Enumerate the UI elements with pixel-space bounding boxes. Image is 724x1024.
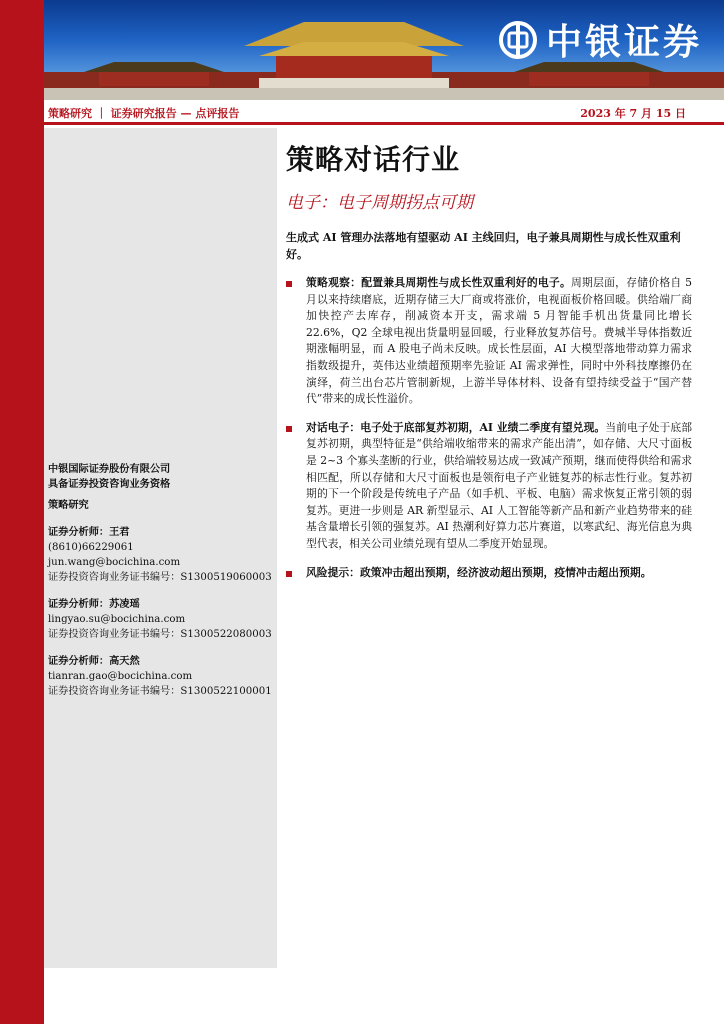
analyst-block xyxy=(48,525,273,585)
analyst-name: 证券分析师：王君 xyxy=(48,526,130,538)
bullet-title: 风险提示：政策冲击超出预期，经济波动超出预期，疫情冲击超出预期。 xyxy=(306,565,652,579)
analyst-cert: 证券投资咨询业务证书编号：S1300522080003 xyxy=(48,629,272,640)
analyst-block xyxy=(48,597,273,642)
analyst-email[interactable]: lingyao.su@bocichina.com xyxy=(48,614,186,625)
report-date: 2023 年 7 月 15 日 xyxy=(580,107,686,120)
left-red-stripe xyxy=(0,0,44,1024)
main-content xyxy=(286,138,692,581)
analyst-cert: 证券投资咨询业务证书编号：S1300522100001 xyxy=(48,686,272,697)
brand-name: 中银证券 xyxy=(545,22,702,63)
bullet-title: 对话电子：电子处于底部复苏初期，AI 业绩二季度有望兑现。 xyxy=(306,420,606,434)
analyst-email[interactable]: tianran.gao@bocichina.com xyxy=(48,671,193,682)
bullet-risk xyxy=(286,565,692,582)
bullet-text: 当前电子处于底部复苏初期，典型特征是“供给端收缩带来的需求产能出清”，如存储、大尺寸面板是 2~3 个寡头垄断的行业，供给端较易达成一致减产预期，继而使得供给和需求相匹配，所以存储和大尺寸面板也是领衔电子产业链复苏的标志性行业。复苏初期的下一个阶段是传统电子产品（如手机、平板、电脑）需求恢复正常引领的弱复苏。更进一步则是 AR 新型显示、AI 人工智能等新产品和新产业趋势带来的硅基含量增长引领的强复苏。AI 热潮利好算力芯片赛道，以寒武纪、海光信息为典型代表，相关公司业绩兑现有望从二季度开始显现。 xyxy=(306,420,693,550)
bullet-square-icon xyxy=(286,281,292,287)
company-name: 中银国际证券股份有限公司 xyxy=(48,463,171,475)
analyst-block xyxy=(48,654,273,699)
brand-logo xyxy=(498,14,702,65)
bullet-title: 策略观察：配置兼具周期性与成长性双重利好的电子。 xyxy=(306,276,572,289)
lead-summary: 生成式 AI 管理办法落地有望驱动 AI 主线回归，电子兼具周期性与成长性双重利好。 xyxy=(286,231,681,261)
analyst-cert: 证券投资咨询业务证书编号：S1300519060003 xyxy=(48,572,272,583)
page-title: 策略对话行业 xyxy=(286,143,461,176)
bullet-dialogue xyxy=(286,420,692,553)
qualification: 具备证券投资咨询业务资格 xyxy=(48,478,171,490)
boc-logo-icon xyxy=(498,20,538,60)
bullet-square-icon xyxy=(286,571,292,577)
department: 策略研究 xyxy=(48,499,89,511)
report-type: 策略研究 ｜ 证券研究报告 — 点评报告 xyxy=(48,107,240,120)
sidebar-info xyxy=(48,462,273,699)
analyst-phone: (8610)66229061 xyxy=(48,542,134,553)
analyst-email[interactable]: jun.wang@bocichina.com xyxy=(48,557,181,568)
header-banner-image xyxy=(44,0,724,100)
bullet-strategy xyxy=(286,275,692,408)
header-divider xyxy=(44,122,724,125)
analyst-name: 证券分析师：高天然 xyxy=(48,655,140,667)
bullet-text: 周期层面，存储价格自 5 月以来持续磨底，近期存储三大厂商或将涨价，电视面板价格回暖。供给端厂商加快控产去库存，削减资本开支，需求端 5 月智能手机出货量同比增长 22.6%，Q2 全球电视出货量明显回暖，行业释放复苏信号。费城半导体指数近期涨幅明显，而 A 股电子尚未反映。成长性层面，AI 大模型落地带动算力需求指数级提升，英伟达业绩超预期率先验证 AI 需求弹性，同时中外科技摩擦仍在演绎，荷兰出台芯片管制新规，上游半导体材料、设备有望持续受益于“国产替代”带来的成长性溢价。 xyxy=(306,276,692,406)
analyst-name: 证券分析师：苏凌瑶 xyxy=(48,598,140,610)
page-subtitle: 电子：电子周期拐点可期 xyxy=(286,193,473,213)
bullet-square-icon xyxy=(286,426,292,432)
